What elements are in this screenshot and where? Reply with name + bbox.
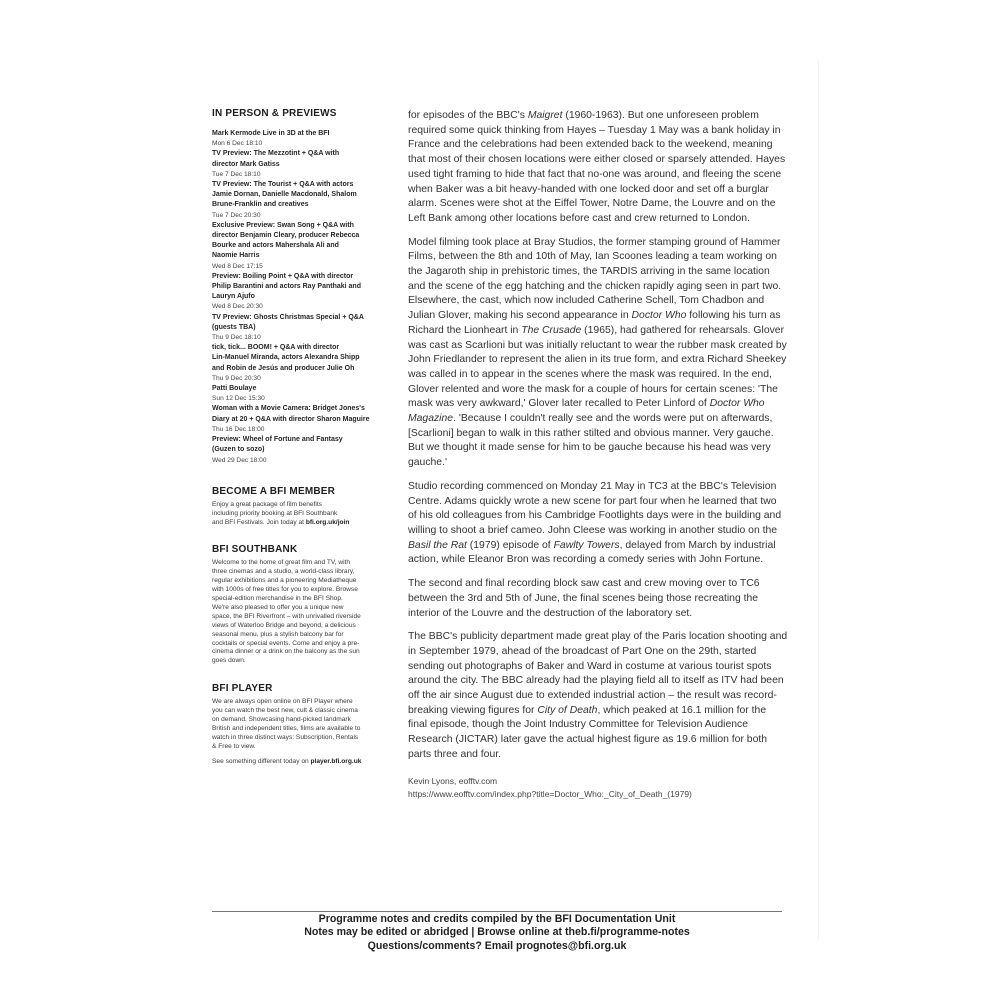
- event-title: Exclusive Preview: Swan Song + Q&A with: [212, 221, 354, 229]
- event-title: TV Preview: The Mezzotint + Q&A with: [212, 150, 340, 158]
- event-title: Bourke and actors Mahershala Ali and: [212, 242, 339, 250]
- southbank-line: cinema dinner or a drink on the balcony as the sun: [212, 648, 360, 656]
- member-line: Enjoy a great package of film benefits: [212, 500, 322, 508]
- article-paragraph: The second and final recording block saw cast and crew moving over to TC6 between the 3rd and 5th of June, the final scenes being those recreating the interior of the Louvre and the destruction of the laboratory set.: [408, 578, 760, 619]
- events-heading: IN PERSON & PREVIEWS: [212, 108, 337, 119]
- event-item: [212, 129, 392, 149]
- article-paragraph: [408, 109, 788, 227]
- title-italic: Basil the Rat: [408, 539, 467, 551]
- page-edge: [818, 60, 819, 940]
- text-run: . 'Because I couldn't really see and the words were put on afterwards, [Scarlioni] began to walk in this rather stilted and obvious manner. Very gauche. But we thought it made sense for him to be gauche because his head was very gauche.': [408, 413, 774, 469]
- event-item: [212, 313, 392, 344]
- event-date: Wed 29 Dec 18:00: [212, 456, 267, 464]
- footer: [212, 913, 782, 953]
- player-line: We are always open online on BFI Player where: [212, 698, 353, 706]
- text-run: Model filming took place at Bray Studios, the former stamping ground of Hammer Films, between the 8th and 10th of May, Ian Scoones leading a team working on the Jagaroth ship in prehistoric times, the TARDIS arriving in the same location and the scene of the egg hatching and the chicken rapidly aging seen in part two. Elsewhere, the cast, which now included Catherine Schell, Tom Chadbon and Julian Glover, making his second appearance in: [408, 236, 782, 322]
- event-title: Lauryn Ajufo: [212, 293, 255, 301]
- event-title: Mark Kermode Live in 3D at the BFI: [212, 130, 330, 137]
- event-item: [212, 384, 392, 404]
- southbank-text: [212, 559, 392, 666]
- source-url[interactable]: https://www.eofftv.com/index.php?title=Doctor_Who:_City_of_Death_(1979): [408, 788, 692, 799]
- event-item: [212, 435, 392, 466]
- member-line: and BFI Festivals. Join today at: [212, 518, 306, 526]
- southbank-line: regular exhibitions and a pioneering Mediatheque: [212, 577, 357, 585]
- southbank-section: [212, 544, 392, 666]
- event-title: Diary at 20 + Q&A with director Sharon Maguire: [212, 415, 370, 423]
- player-line: on demand. Showcasing hand-picked landmark: [212, 716, 351, 724]
- southbank-line: space, the BFI Riverfront – with unrivalled riverside: [212, 612, 361, 620]
- footer-line: Programme notes and credits compiled by the BFI Documentation Unit: [318, 913, 676, 925]
- event-title: director Mark Gatiss: [212, 160, 280, 168]
- southbank-line: goes down.: [212, 657, 246, 665]
- event-item: [212, 272, 392, 313]
- southbank-heading: BFI SOUTHBANK: [212, 544, 298, 556]
- event-date: Thu 9 Dec 20:30: [212, 374, 261, 382]
- member-line: including priority booking at BFI Southbank: [212, 509, 338, 517]
- player-cta-text: See something different today on: [212, 757, 311, 765]
- title-italic: The Crusade: [521, 324, 582, 336]
- player-text: [212, 698, 392, 751]
- southbank-line: special-edition merchandise in the BFI Shop.: [212, 595, 343, 603]
- text-run: The BBC's publicity department made great play of the Paris location shooting and in September 1979, ahead of the broadcast of Part One on the 29th, started sending out photographs of Baker and Ward in costume at various tourist spots around the city. The BBC already had the playing field all to itself as ITV had been off the air since August due to extended industrial action – the result was record-breaking viewing figures for: [408, 631, 788, 716]
- event-item: [212, 404, 392, 435]
- article-paragraph: [408, 480, 788, 568]
- member-section: [212, 486, 392, 528]
- event-item: [212, 343, 392, 384]
- event-title: Jamie Dornan, Danielle Macdonald, Shalom: [212, 191, 357, 199]
- southbank-line: views of Waterloo Bridge and beyond, a delicious: [212, 621, 356, 629]
- event-title: Preview: Wheel of Fortune and Fantasy: [212, 436, 343, 444]
- event-title: (Guzen to sozo): [212, 446, 265, 454]
- southbank-line: with 1000s of free titles for you to explore. Browse: [212, 586, 358, 594]
- southbank-line: Welcome to the home of great film and TV, with: [212, 559, 351, 567]
- southbank-line: seasonal menu, plus a stylish balcony bar for: [212, 630, 344, 638]
- event-item: [212, 221, 392, 272]
- southbank-line: We're also pleased to offer you a unique new: [212, 603, 344, 611]
- event-date: Wed 8 Dec 17:15: [212, 262, 263, 270]
- event-title: Naomie Harris: [212, 252, 260, 260]
- event-date: Thu 16 Dec 18:00: [212, 425, 265, 433]
- text-run: for episodes of the BBC's: [408, 110, 528, 121]
- article-paragraph: [408, 236, 788, 471]
- title-italic: Maigret: [527, 110, 563, 121]
- player-heading: BFI PLAYER: [212, 683, 273, 695]
- text-run: following his turn as Richard the Lionheart in: [408, 310, 781, 336]
- footer-divider: [212, 911, 782, 912]
- southbank-line: three cinemas and a studio, a world-class library,: [212, 568, 355, 576]
- text-run: (1979) episode of: [466, 539, 554, 551]
- event-date: Thu 9 Dec 18:10: [212, 334, 261, 342]
- event-title: Woman with a Movie Camera: Bridget Jones's: [212, 405, 365, 413]
- text-run: Studio recording commenced on Monday 21 May in TC3 at the BBC's Television Centre. Adams quickly wrote a new scene for part four when he learned that two of his old colleagues from his Cambridge Footlights days were in the building and willing to shoot a brief cameo. John Cleese was working in another studio on the: [408, 480, 782, 536]
- article-paragraph: [408, 630, 788, 762]
- event-date: Tue 7 Dec 20:30: [212, 211, 261, 219]
- event-title: and Robin de Jesús and producer Julie Oh: [212, 364, 355, 372]
- event-title: director Benjamin Cleary, producer Rebecca: [212, 232, 360, 240]
- text-run: (1965), had gathered for rehearsals. Glover was cast as Scarlioni but was initially reluctant to wear the rubber mask created by John Friedlander to represent the alien in its true form, and extra Richard Sheekey was called in to appear in the scenes where the mask was required. In the end, Glover relented and wore the mask for a couple of hours for certain scenes: 'The mask was very awkward,' Glover later recalled to Peter Linford of: [408, 324, 787, 410]
- event-title: TV Preview: Ghosts Christmas Special + Q&A: [212, 313, 364, 321]
- event-title: Lin-Manuel Miranda, actors Alexandra Shipp: [212, 354, 360, 362]
- player-line: watch in three distinct ways: Subscription, Rentals: [212, 733, 359, 741]
- sidebar: [212, 108, 392, 784]
- title-italic: Fawlty Towers: [553, 539, 620, 551]
- member-text: [212, 501, 392, 528]
- event-title: Philip Barantini and actors Ray Panthaki and: [212, 283, 361, 291]
- event-date: Tue 7 Dec 18:10: [212, 170, 261, 178]
- footer-line: Notes may be edited or abridged | Browse online at theb.fi/programme-notes: [304, 926, 690, 939]
- player-section: [212, 683, 392, 766]
- title-italic: Doctor Who Magazine: [408, 398, 765, 425]
- text-run: (1960-1963). But one unforeseen problem required some quick thinking from Hayes – Tuesday 1 May was a bank holiday in France and the celebrations had been extended back to the weekend, meaning that most of their chosen locations were either closed or sparsely attended. Hayes used tight framing to hide that fact that no-one was around, and fleeing the scene when Baker was a bit heavy-handed with one locked door and set off a burglar alarm. Scenes were shot at the Eiffel Tower, Notre Dame, the Louvre and on the Left Bank among other locations before cast and crew returned to London.: [408, 110, 786, 224]
- footer-line: Questions/comments? Email prognotes@bfi.org.uk: [367, 939, 627, 952]
- event-title: (guests TBA): [212, 323, 256, 331]
- author-credit: Kevin Lyons, eofftv.com: [408, 775, 498, 786]
- event-title: TV Preview: The Tourist + Q&A with actors: [212, 181, 354, 189]
- text-run: , delayed from March by industrial action, while Eleanor Bron was recording a comedy series with John Fortune.: [408, 539, 776, 566]
- event-date: Sun 12 Dec 15:30: [212, 395, 265, 403]
- text-run: , which peaked at 16.1 million for the final episode, though the Joint Industry Committee for Television Audience Research (JICTAR) later gave the actual highest figure as 19.6 million for both parts three and four.: [408, 704, 768, 760]
- event-date: Mon 6 Dec 18:10: [212, 140, 263, 148]
- article-body: [408, 109, 788, 801]
- member-join-link[interactable]: bfi.org.uk/join: [305, 518, 350, 526]
- southbank-line: cocktails or special events. Come and enjoy a pre-: [212, 639, 360, 647]
- event-title: Brune-Franklin and creatives: [212, 201, 309, 209]
- title-italic: Doctor Who: [631, 310, 687, 322]
- player-cta: [212, 758, 392, 767]
- member-heading: BECOME A BFI MEMBER: [212, 485, 336, 497]
- player-link[interactable]: player.bfi.org.uk: [310, 757, 362, 765]
- event-item: [212, 180, 392, 221]
- event-item: [212, 149, 392, 180]
- player-line: you can watch the best new, cult & classic cinema: [212, 707, 358, 715]
- event-date: Wed 8 Dec 20:30: [212, 303, 263, 311]
- events-list: [212, 129, 392, 466]
- player-line: British and independent titles, films are available to: [212, 725, 361, 733]
- event-title: Preview: Boiling Point + Q&A with director: [212, 272, 354, 280]
- title-italic: City of Death: [537, 704, 598, 716]
- event-title: Patti Boulaye: [212, 385, 257, 393]
- player-line: & Free to view.: [212, 742, 256, 750]
- event-title: tick, tick... BOOM! + Q&A with director: [212, 344, 340, 352]
